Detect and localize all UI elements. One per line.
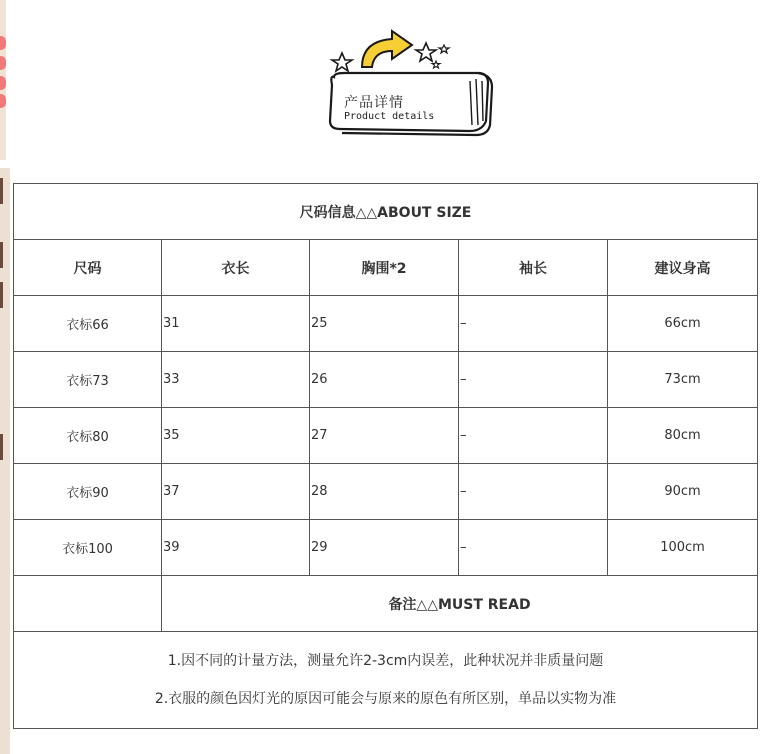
cell-height: 73cm (608, 352, 758, 408)
cell-size: 衣标66 (14, 296, 162, 352)
remark-title: 备注△△MUST READ (162, 576, 758, 632)
cell-sleeve: – (459, 520, 608, 576)
remark-header-row (14, 576, 758, 632)
cell-sleeve: – (459, 296, 608, 352)
note-line: 1.因不同的计量方法，测量允许2-3cm内误差，此种状况并非质量问题 (167, 653, 604, 669)
left-decorative-strip (0, 0, 11, 754)
cell-sleeve: – (459, 464, 608, 520)
cell-size: 衣标90 (14, 464, 162, 520)
cell-chest: 27 (310, 408, 459, 464)
column-header: 尺码 (14, 240, 162, 296)
product-details-badge (320, 25, 500, 137)
notes-row (14, 632, 758, 729)
cell-size: 衣标73 (14, 352, 162, 408)
cell-length: 33 (162, 352, 310, 408)
cell-length: 37 (162, 464, 310, 520)
decor-tab (0, 434, 3, 460)
star-icon (432, 61, 440, 68)
star-icon (416, 43, 436, 61)
decor-tab (0, 242, 3, 268)
column-header: 衣长 (162, 240, 310, 296)
cell-chest: 26 (310, 352, 459, 408)
cell-height: 90cm (608, 464, 758, 520)
decor-tab (0, 178, 3, 204)
table-header-row (14, 240, 758, 296)
badge-subtitle: Product details (344, 111, 435, 122)
cell-height: 66cm (608, 296, 758, 352)
table-row (14, 408, 758, 464)
size-table (13, 183, 758, 729)
column-header: 建议身高 (608, 240, 758, 296)
cell-size: 衣标100 (14, 520, 162, 576)
curved-arrow-icon (362, 31, 412, 67)
decor-tab (0, 282, 3, 308)
table-row (14, 352, 758, 408)
column-header: 胸围*2 (310, 240, 459, 296)
table-row (14, 464, 758, 520)
notes-cell (14, 632, 758, 729)
table-row (14, 520, 758, 576)
cell-length: 35 (162, 408, 310, 464)
remark-empty-cell (14, 576, 162, 632)
cell-length: 39 (162, 520, 310, 576)
cell-sleeve: – (459, 352, 608, 408)
cell-sleeve: – (459, 408, 608, 464)
cell-chest: 28 (310, 464, 459, 520)
table-title-row (14, 184, 758, 240)
cell-size: 衣标80 (14, 408, 162, 464)
note-line: 2.衣服的颜色因灯光的原因可能会与原来的原色有所区别，单品以实物为准 (154, 691, 617, 707)
cell-chest: 25 (310, 296, 459, 352)
star-icon (439, 45, 449, 53)
column-header: 袖长 (459, 240, 608, 296)
table-title: 尺码信息△△ABOUT SIZE (14, 184, 758, 240)
cell-height: 100cm (608, 520, 758, 576)
cell-chest: 29 (310, 520, 459, 576)
cell-height: 80cm (608, 408, 758, 464)
cell-length: 31 (162, 296, 310, 352)
star-icon (332, 53, 352, 71)
badge-title: 产品详情 (344, 95, 404, 111)
table-row (14, 296, 758, 352)
